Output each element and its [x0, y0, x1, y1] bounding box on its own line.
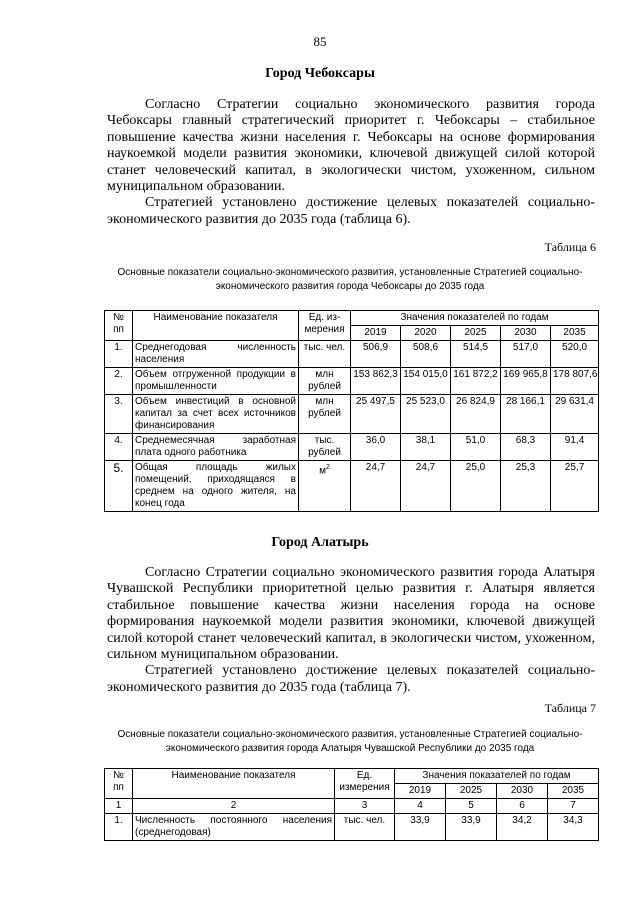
column-numbers-row: [105, 799, 599, 814]
indicators-table-cheboksary: [104, 310, 599, 512]
header-year: 2019: [351, 326, 401, 341]
row-name: Среднемесячная заработная плата одного работника: [133, 434, 299, 461]
table-row: [105, 814, 599, 841]
row-name: Объем отгруженной продукции в промышленности: [133, 368, 299, 395]
column-number: 2: [133, 799, 335, 814]
row-value: 24,7: [401, 461, 451, 512]
table-row: [105, 341, 599, 368]
row-value: 33,9: [446, 814, 497, 841]
header-year: 2035: [551, 326, 599, 341]
section-title-cheboksary: Город Чебоксары: [265, 66, 375, 81]
column-number: 7: [548, 799, 599, 814]
row-value: 26 824,9: [451, 395, 501, 434]
row-name: Общая площадь жилых помещений, приходящаяся в среднем на одного жителя, на конец года: [133, 461, 299, 512]
table-label: Таблица 7: [544, 701, 596, 715]
row-unit: тыс. рублей: [299, 434, 351, 461]
header-name: Наименование показателя: [133, 311, 299, 341]
table-caption: Основные показатели социально-экономического развития, установленные Стратегией социально-экономического развития города Алатыря Чувашской Республики до 2035 года: [117, 729, 583, 754]
row-value: 169 965,8: [501, 368, 551, 395]
row-value: 91,4: [551, 434, 599, 461]
row-value: 153 862,3: [351, 368, 401, 395]
row-value: 51,0: [451, 434, 501, 461]
header-year: 2025: [451, 326, 501, 341]
row-unit: [299, 461, 351, 512]
header-year: 2025: [446, 784, 497, 799]
paragraph: Согласно Стратегии социально экономического развития города Чебоксары главный стратегический приоритет г. Чебоксары – стабильное повышение качества жизни населения г. Чебоксары на основе формирования наукоемкой модели развития экономики, ключевой движущей силой которой станет человеческий капитал, в экологически чистом, ухоженном, сильном муниципальном образовании.: [107, 97, 595, 195]
header-number: № пп: [105, 311, 133, 341]
header-year: 2035: [548, 784, 599, 799]
row-value: 154 015,0: [401, 368, 451, 395]
paragraph: Стратегией установлено достижение целевых показателей социально-экономического развития до 2035 года (таблица 6).: [107, 195, 595, 227]
table-row: [105, 461, 599, 512]
row-value: 506,9: [351, 341, 401, 368]
row-value: 24,7: [351, 461, 401, 512]
row-value: 25,3: [501, 461, 551, 512]
table-row: [105, 395, 599, 434]
column-number: 5: [446, 799, 497, 814]
paragraph: Согласно Стратегии социально экономического развития города Алатыря Чувашской Республики приоритетной целью развития г. Алатыря является стабильное повышение качества жизни населения города на основе формирования наукоемкой модели развития экономики, ключевой движущей силой которой станет человеческий капитал, в экологически чистом, ухоженном, сильном муниципальном образовании.: [107, 565, 595, 663]
header-number: № пп: [105, 769, 133, 799]
row-name: Объем инвестиций в основной капитал за счет всех источников финансирования: [133, 395, 299, 434]
header-year: 2020: [401, 326, 451, 341]
row-value: 28 166,1: [501, 395, 551, 434]
row-unit: млн рублей: [299, 368, 351, 395]
row-number: 3.: [105, 395, 133, 434]
table-row: [105, 368, 599, 395]
table-caption: Основные показатели социально-экономического развития, установленные Стратегией социально-экономического развития города Чебоксары до 2035 года: [117, 267, 583, 292]
page-number: 85: [313, 34, 327, 49]
row-value: 25,7: [551, 461, 599, 512]
section-title-alatyr: Город Алатырь: [271, 535, 369, 550]
row-unit: млн рублей: [299, 395, 351, 434]
section-body-cheboksary: [107, 97, 595, 228]
row-name: Среднегодовая численность населения: [133, 341, 299, 368]
row-value: 34,3: [548, 814, 599, 841]
table-label: Таблица 6: [544, 240, 596, 254]
unit-base: м: [319, 465, 326, 477]
row-number: 2.: [105, 368, 133, 395]
row-number: 5.: [105, 461, 133, 512]
table-row: [105, 434, 599, 461]
header-unit: Ед. измерения: [335, 769, 395, 799]
section-body-alatyr: [107, 565, 595, 696]
row-value: 34,2: [497, 814, 548, 841]
row-value: 25,0: [451, 461, 501, 512]
column-number: 6: [497, 799, 548, 814]
row-value: 38,1: [401, 434, 451, 461]
header-year: 2030: [497, 784, 548, 799]
row-number: 4.: [105, 434, 133, 461]
row-value: 25 497,5: [351, 395, 401, 434]
header-name: Наименование показателя: [133, 769, 335, 799]
header-values: Значения показателей по годам: [351, 311, 599, 326]
row-value: 517,0: [501, 341, 551, 368]
unit-superscript: 2: [325, 464, 330, 471]
header-values: Значения показателей по годам: [395, 769, 599, 784]
column-number: 1: [105, 799, 133, 814]
row-value: 508,6: [401, 341, 451, 368]
row-name: Численность постоянного населения (среднегодовая): [133, 814, 335, 841]
row-value: 520,0: [551, 341, 599, 368]
row-number: 1.: [105, 341, 133, 368]
row-value: 514,5: [451, 341, 501, 368]
row-value: 161 872,2: [451, 368, 501, 395]
row-value: 29 631,4: [551, 395, 599, 434]
row-value: 25 523,0: [401, 395, 451, 434]
row-value: 36,0: [351, 434, 401, 461]
row-number: 1.: [105, 814, 133, 841]
row-unit: тыс. чел.: [335, 814, 395, 841]
column-number: 4: [395, 799, 446, 814]
header-year: 2019: [395, 784, 446, 799]
row-unit: тыс. чел.: [299, 341, 351, 368]
column-number: 3: [335, 799, 395, 814]
header-year: 2030: [501, 326, 551, 341]
header-unit: Ед. из-мерения: [299, 311, 351, 341]
row-value: 33,9: [395, 814, 446, 841]
row-value: 178 807,6: [551, 368, 599, 395]
row-value: 68,3: [501, 434, 551, 461]
indicators-table-alatyr: [104, 768, 599, 841]
paragraph: Стратегией установлено достижение целевых показателей социально-экономического развития до 2035 года (таблица 7).: [107, 663, 595, 695]
